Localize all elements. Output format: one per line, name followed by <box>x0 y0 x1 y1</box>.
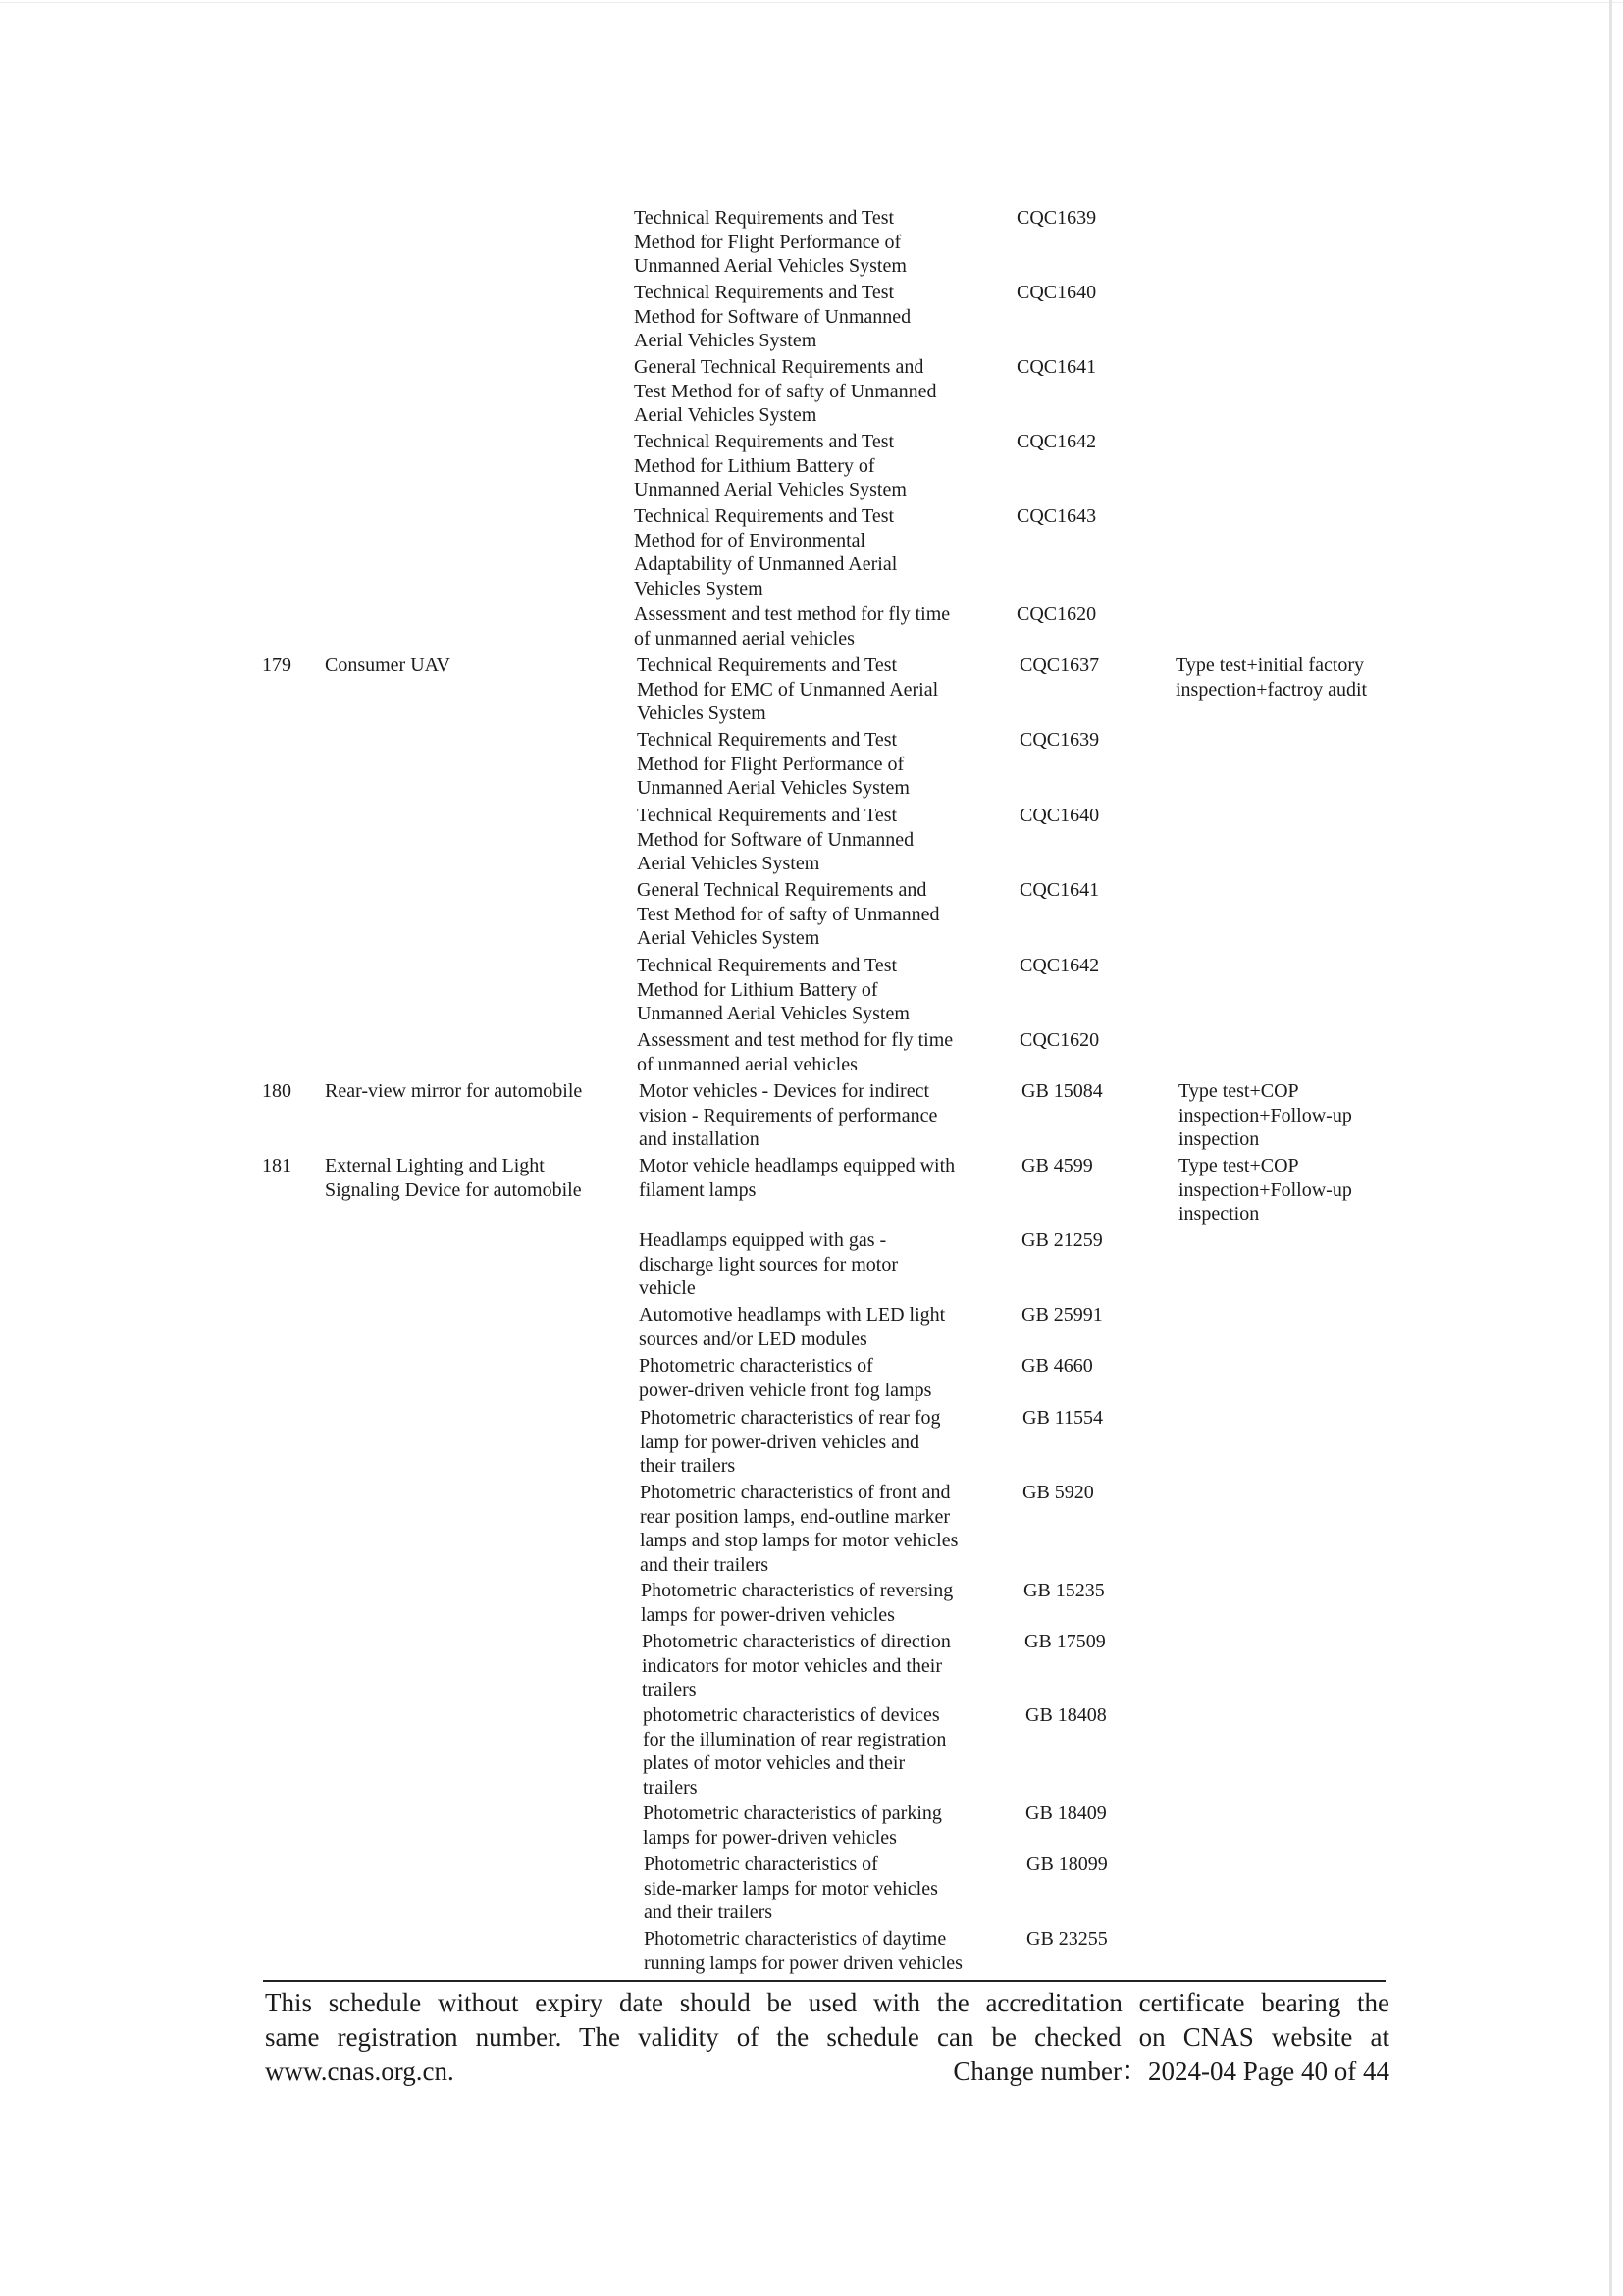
standard-title <box>634 504 897 600</box>
item-number: 179 <box>262 654 291 676</box>
standard-title-line: and their trailers <box>640 1553 769 1576</box>
standard-title-line: Method for Software of Unmanned <box>637 828 915 851</box>
standard-title-line: Photometric characteristics of front and <box>640 1482 951 1503</box>
standard-number: GB 11554 <box>1022 1407 1104 1429</box>
standard-number: GB 4660 <box>1021 1355 1093 1377</box>
standard-number: GB 18099 <box>1026 1853 1108 1875</box>
standard-title-line: of unmanned aerial vehicles <box>634 627 855 650</box>
certification-mode <box>1178 1154 1352 1226</box>
standard-title <box>634 602 950 651</box>
standard-title <box>634 206 907 279</box>
standard-title-line: Method for Flight Performance of <box>637 753 905 775</box>
standard-number: CQC1641 <box>1020 879 1100 901</box>
standard-title <box>637 878 940 951</box>
standard-title-line: Technical Requirements and Test <box>634 282 895 303</box>
product-name <box>325 1154 582 1202</box>
standard-title <box>637 1028 953 1076</box>
standard-title <box>639 1228 898 1301</box>
product-line: Signaling Device for automobile <box>325 1178 582 1201</box>
standard-number: GB 5920 <box>1022 1482 1094 1503</box>
standard-title-line: Technical Requirements and Test <box>634 431 895 452</box>
standard-number: CQC1643 <box>1017 505 1097 527</box>
standard-title-line: vehicle <box>639 1278 696 1299</box>
standard-title-line: and their trailers <box>644 1902 773 1923</box>
standard-number: CQC1639 <box>1017 207 1097 229</box>
standard-title <box>634 430 907 502</box>
standard-title <box>642 1630 951 1702</box>
standard-title-line: trailers <box>642 1679 697 1700</box>
standard-title <box>640 1406 941 1479</box>
standard-title-line: Aerial Vehicles System <box>634 404 817 426</box>
certification-mode-line: inspection <box>1178 1128 1260 1150</box>
standard-title-line: Technical Requirements and Test <box>634 505 895 527</box>
standard-title-line: discharge light sources for motor <box>639 1253 899 1276</box>
standard-title-line: Technical Requirements and Test <box>637 729 898 751</box>
standard-title <box>634 281 911 353</box>
standard-title-line: sources and/or LED modules <box>639 1328 867 1350</box>
certification-mode-line: inspection <box>1178 1203 1260 1225</box>
standard-title-line: Aerial Vehicles System <box>634 330 817 351</box>
standard-number: CQC1637 <box>1020 654 1100 676</box>
standard-title <box>643 1703 946 1800</box>
certification-mode-line: inspection+factroy audit <box>1176 678 1368 701</box>
standard-title-line: Unmanned Aerial Vehicles System <box>634 255 907 277</box>
standard-title-line: Technical Requirements and Test <box>637 654 898 676</box>
standard-title-line: trailers <box>643 1776 698 1799</box>
standard-number: CQC1642 <box>1020 955 1100 976</box>
standard-title-line: Headlamps equipped with gas - <box>639 1229 887 1251</box>
standard-title <box>634 355 937 428</box>
standard-number: GB 15235 <box>1023 1580 1105 1601</box>
standard-title <box>637 728 910 801</box>
standard-title-line: General Technical Requirements and <box>637 879 927 901</box>
standard-title-line: side-marker lamps for motor vehicles <box>644 1877 938 1900</box>
standard-title-line: Method for of Environmental <box>634 529 866 551</box>
standard-number: GB 4599 <box>1021 1155 1093 1176</box>
standard-title-line: Adaptability of Unmanned Aerial <box>634 553 898 575</box>
standard-title-line: Method for Lithium Battery of <box>637 978 878 1001</box>
standard-title-line: Technical Requirements and Test <box>634 207 895 229</box>
standard-title-line: lamps and stop lamps for motor vehicles <box>640 1530 959 1551</box>
standard-title-line: Vehicles System <box>634 577 763 600</box>
product-line: Rear-view mirror for automobile <box>325 1080 583 1102</box>
standard-title-line: Photometric characteristics of <box>644 1853 878 1875</box>
standard-title-line: Technical Requirements and Test <box>637 805 898 826</box>
standard-title-line: Photometric characteristics of reversing <box>641 1580 954 1601</box>
standard-title <box>637 653 938 726</box>
page-edge-right <box>1609 0 1612 2296</box>
certification-mode-line: Type test+COP <box>1178 1080 1299 1102</box>
certification-mode-line: Type test+COP <box>1178 1155 1299 1176</box>
product-name <box>325 1079 582 1104</box>
standard-title <box>644 1927 963 1975</box>
product-name <box>325 653 450 678</box>
standard-title-line: Test Method for of safty of Unmanned <box>637 903 940 925</box>
standard-title-line: Unmanned Aerial Vehicles System <box>637 1003 910 1024</box>
standard-title <box>639 1354 931 1402</box>
standard-title-line: vision - Requirements of performance <box>639 1104 938 1126</box>
standard-number: GB 15084 <box>1021 1080 1103 1102</box>
footer-rule <box>263 1980 1386 1982</box>
standard-title-line: Automotive headlamps with LED light <box>639 1304 946 1326</box>
footer-note <box>265 1986 1389 2089</box>
standard-title-line: of unmanned aerial vehicles <box>637 1053 858 1075</box>
standard-number: GB 18408 <box>1025 1704 1107 1726</box>
standard-title-line: Unmanned Aerial Vehicles System <box>634 479 907 500</box>
page-edge-top <box>0 2 1623 3</box>
standard-number: CQC1642 <box>1017 431 1097 452</box>
standard-title-line: Vehicles System <box>637 703 766 724</box>
standard-title-line: General Technical Requirements and <box>634 356 924 378</box>
standard-number: CQC1620 <box>1020 1029 1100 1051</box>
certification-mode-line: Type test+initial factory <box>1176 654 1365 676</box>
standard-number: GB 21259 <box>1021 1229 1103 1251</box>
standard-title <box>637 954 910 1026</box>
standard-title-line: Test Method for of safty of Unmanned <box>634 380 937 402</box>
standard-title-line: Aerial Vehicles System <box>637 927 820 949</box>
standard-title-line: Method for Flight Performance of <box>634 231 902 253</box>
standard-title-line: Motor vehicle headlamps equipped with <box>639 1155 956 1176</box>
standard-number: CQC1639 <box>1020 729 1100 751</box>
standard-title-line: Photometric characteristics of daytime <box>644 1928 947 1950</box>
standard-title-line: rear position lamps, end-outline marker <box>640 1505 951 1528</box>
standard-number: CQC1620 <box>1017 603 1097 625</box>
standard-title-line: and installation <box>639 1128 759 1150</box>
footer-line-3 <box>265 2055 1389 2089</box>
certification-mode-line: inspection+Follow-up <box>1178 1178 1352 1201</box>
standard-title-line: running lamps for power driven vehicles <box>644 1952 963 1974</box>
standard-title <box>639 1079 937 1152</box>
standard-title-line: filament lamps <box>639 1178 757 1201</box>
standard-title-line: indicators for motor vehicles and their <box>642 1654 943 1677</box>
certification-mode <box>1178 1079 1352 1152</box>
footer-website[interactable]: www.cnas.org.cn. <box>265 2057 454 2086</box>
footer-line-1: This schedule without expiry date should be used with the accreditation certificate bearing the <box>265 1988 1389 2017</box>
standard-title-line: lamps for power-driven vehicles <box>641 1603 895 1626</box>
standard-title-line: lamps for power-driven vehicles <box>643 1826 897 1849</box>
standard-title-line: for the illumination of rear registration <box>643 1728 947 1750</box>
standard-title-line: their trailers <box>640 1455 736 1477</box>
standard-title-line: Photometric characteristics of parking <box>643 1802 942 1824</box>
standard-title-line: Photometric characteristics of direction <box>642 1631 951 1652</box>
certification-mode <box>1176 653 1367 702</box>
footer-line-2: same registration number. The validity of the schedule can be checked on CNAS website at <box>265 2022 1389 2052</box>
standard-title <box>641 1579 953 1627</box>
standard-number: CQC1640 <box>1020 805 1100 826</box>
standard-title-line: Assessment and test method for fly time <box>634 603 951 625</box>
standard-title <box>640 1481 958 1577</box>
standard-title-line: Unmanned Aerial Vehicles System <box>637 777 910 799</box>
standard-title <box>637 804 914 876</box>
standard-title <box>639 1154 955 1202</box>
standard-number: GB 25991 <box>1021 1304 1103 1326</box>
product-line: External Lighting and Light <box>325 1155 545 1176</box>
footer-change-number: Change number：2024-04 Page 40 of 44 <box>953 2057 1389 2086</box>
standard-title-line: Method for EMC of Unmanned Aerial <box>637 678 939 701</box>
standard-title-line: power-driven vehicle front fog lamps <box>639 1379 932 1401</box>
standard-title-line: lamp for power-driven vehicles and <box>640 1431 920 1453</box>
standard-title-line: Method for Software of Unmanned <box>634 305 912 328</box>
standard-title-line: Method for Lithium Battery of <box>634 454 875 477</box>
standard-title <box>639 1303 945 1351</box>
standard-title <box>644 1852 938 1925</box>
standard-number: GB 23255 <box>1026 1928 1108 1950</box>
standard-title-line: Motor vehicles - Devices for indirect <box>639 1080 930 1102</box>
standard-number: CQC1640 <box>1017 282 1097 303</box>
item-number: 181 <box>262 1155 291 1176</box>
item-number: 180 <box>262 1080 291 1102</box>
standard-title-line: Technical Requirements and Test <box>637 955 898 976</box>
standard-number: GB 18409 <box>1025 1802 1107 1824</box>
standard-number: GB 17509 <box>1024 1631 1106 1652</box>
standard-title-line: Aerial Vehicles System <box>637 853 820 874</box>
product-line: Consumer UAV <box>325 654 450 676</box>
certification-mode-line: inspection+Follow-up <box>1178 1104 1352 1126</box>
standard-title-line: photometric characteristics of devices <box>643 1704 940 1726</box>
standard-number: CQC1641 <box>1017 356 1097 378</box>
standard-title-line: Assessment and test method for fly time <box>637 1029 954 1051</box>
standard-title-line: Photometric characteristics of rear fog <box>640 1407 941 1429</box>
standard-title-line: Photometric characteristics of <box>639 1355 873 1377</box>
standard-title <box>643 1801 942 1850</box>
standard-title-line: plates of motor vehicles and their <box>643 1752 906 1774</box>
